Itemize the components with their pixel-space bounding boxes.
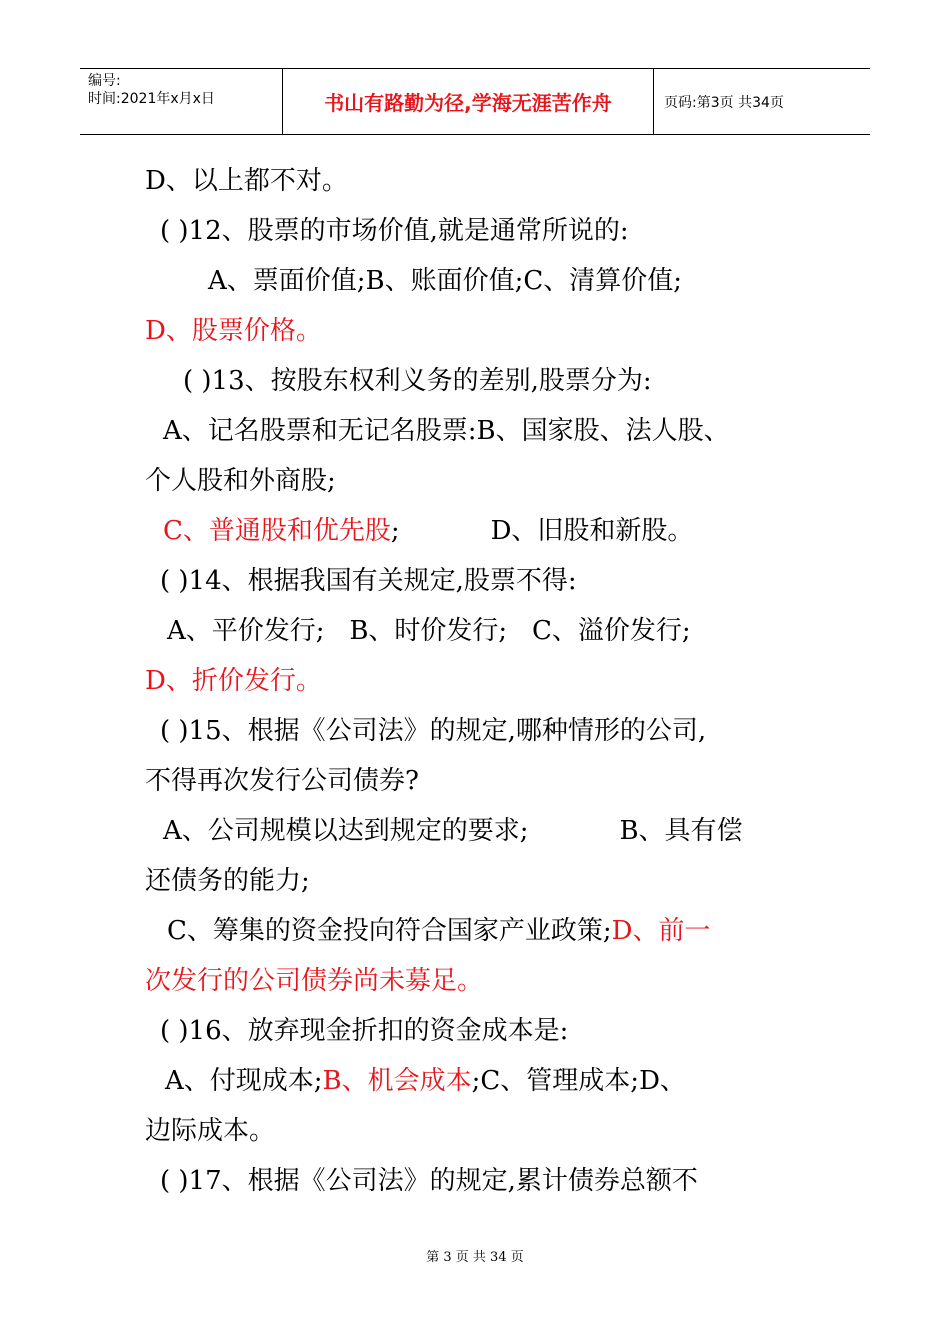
text-segment: ;C、管理成本;D、 — [471, 1066, 686, 1096]
text-segment: A、公司规模以达到规定的要求; B、具有偿 — [163, 816, 743, 846]
text-segment: C、筹集的资金投向符合国家产业政策; — [167, 916, 612, 946]
text-segment: 个人股和外商股; — [145, 466, 336, 496]
text-segment: A、平价发行; B、时价发行; C、溢价发行; — [167, 616, 691, 646]
page-header — [80, 68, 870, 135]
text-line — [163, 806, 743, 856]
text-segment: ( )17、根据《公司法》的规定,累计债券总额不 — [160, 1166, 698, 1196]
text-line — [145, 756, 419, 806]
text-line — [160, 556, 577, 606]
text-segment: D、以上都不对。 — [145, 166, 348, 196]
text-line — [167, 606, 691, 656]
document-time-label: 时间:2021年x月x日 — [88, 91, 215, 107]
text-segment: 边际成本。 — [145, 1116, 276, 1146]
text-line — [145, 456, 336, 506]
text-segment: 还债务的能力; — [145, 866, 310, 896]
text-line — [160, 1156, 698, 1206]
answer-highlight: D、前一 — [611, 916, 711, 946]
text-line — [163, 506, 693, 556]
text-segment: ( )13、按股东权利义务的差别,股票分为: — [183, 366, 652, 396]
header-motto: 书山有路勤为径,学海无涯苦作舟 — [324, 91, 612, 115]
text-line — [183, 356, 652, 406]
text-segment: 不得再次发行公司债券? — [145, 766, 419, 796]
header-page-info: 页码:第3页 共34页 — [664, 94, 784, 111]
text-segment: ; D、旧股和新股。 — [390, 516, 694, 546]
text-line — [145, 156, 348, 206]
text-segment: A、付现成本; — [165, 1066, 323, 1096]
header-middle-cell — [282, 69, 654, 134]
text-segment: ( )16、放弃现金折扣的资金成本是: — [160, 1016, 569, 1046]
text-segment: ( )12、股票的市场价值,就是通常所说的: — [160, 216, 629, 246]
document-number-label: 编号: — [88, 73, 121, 89]
answer-highlight: B、机会成本 — [322, 1066, 472, 1096]
text-line — [145, 956, 483, 1006]
header-right-cell — [654, 69, 870, 134]
text-line — [145, 656, 322, 706]
text-line — [145, 306, 322, 356]
text-line — [163, 406, 730, 456]
text-line — [145, 856, 310, 906]
text-line — [165, 1056, 686, 1106]
answer-highlight: 次发行的公司债券尚未募足。 — [145, 966, 484, 996]
text-segment: ( )15、根据《公司法》的规定,哪种情形的公司, — [160, 716, 707, 746]
answer-highlight: C、普通股和优先股 — [163, 516, 391, 546]
answer-highlight: D、股票价格。 — [145, 316, 322, 346]
text-line — [160, 706, 706, 756]
text-line — [167, 906, 711, 956]
text-segment: A、票面价值;B、账面价值;C、清算价值; — [208, 266, 683, 296]
text-line — [160, 206, 629, 256]
header-left-cell — [80, 69, 282, 134]
text-line — [160, 1006, 568, 1056]
text-line — [208, 256, 682, 306]
text-segment: A、记名股票和无记名股票:B、国家股、法人股、 — [163, 416, 730, 446]
text-line — [145, 1106, 275, 1156]
answer-highlight: D、折价发行。 — [145, 666, 322, 696]
page-footer: 第 3 页 共 34 页 — [426, 1250, 524, 1265]
text-segment: ( )14、根据我国有关规定,股票不得: — [160, 566, 577, 596]
